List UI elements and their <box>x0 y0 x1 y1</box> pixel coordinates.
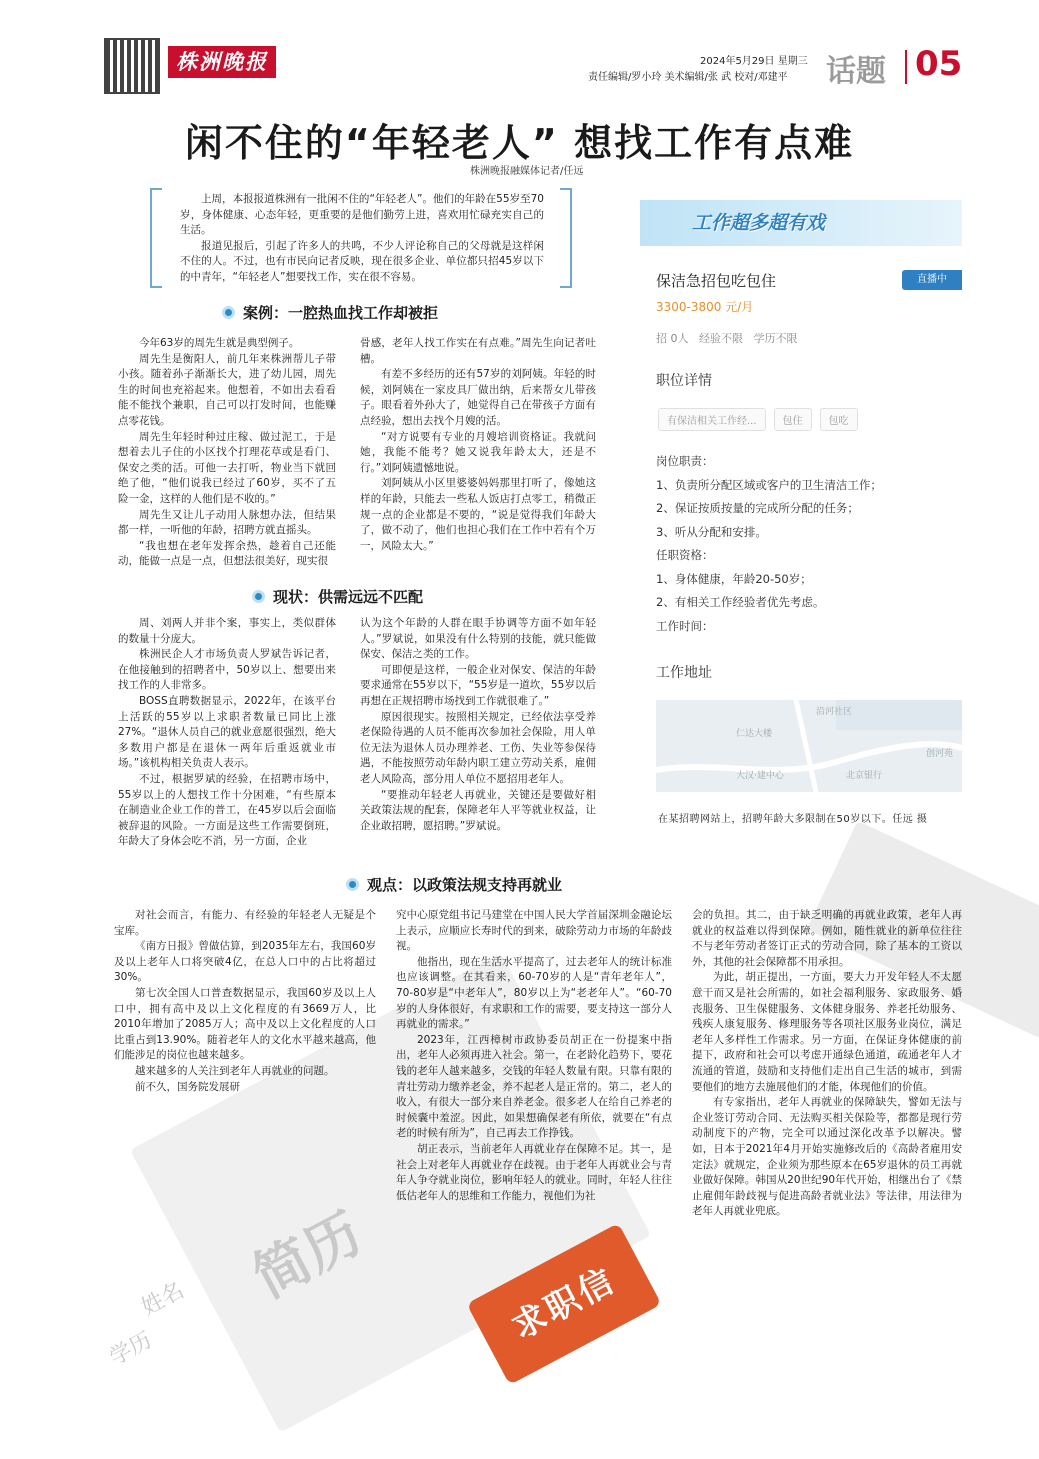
benefit-chip: 包吃 <box>820 408 858 431</box>
paragraph: 原因很现实。按照相关规定，已经依法享受养老保险待遇的人员不能再次参加社会保险，用人单位无法为退休人员办理养老、工伤、失业等参保待遇，不能按照劳动年龄内职工建立劳动关系，雇佣老人风险高，部分用人单位不愿招用老年人。 <box>360 710 596 785</box>
live-badge: 直播中 <box>902 270 962 290</box>
bullet-dot-icon <box>346 878 359 891</box>
section2-column-2 <box>360 616 596 834</box>
paragraph: 胡正表示，当前老年人再就业存在保障不足。其一，是社会上对老年人再就业存在歧视。由于老年人再就业会与青年人争夺就业岗位，影响年轻人的就业。同时，年轻人往往低估老年人的思维和工作能力，视他们为社 <box>396 1142 672 1202</box>
job-details-heading: 职位详情 <box>656 373 712 389</box>
paragraph: 会的负担。其二，由于缺乏明确的再就业政策，老年人再就业的权益难以得到保障。例如，随性就业的新单位往往不与老年劳动者签订正式的劳动合同，除了基本的工资以外，其他的社会保障都不用承担。 <box>692 909 962 968</box>
map-label: 北京银行 <box>846 771 883 781</box>
paragraph: “我也想在老年发挥余热，趁着自己还能动，能做一点是一点，但想法很美好，现实很 <box>118 539 336 568</box>
location-map <box>656 700 962 792</box>
duty-line: 2、有相关工作经验者优先考虑。 <box>656 595 825 609</box>
education-tag: 学历不限 <box>753 332 798 345</box>
section3-column-2 <box>396 908 672 1204</box>
paragraph: “要推动年轻老人再就业，关键还是要做好相关政策法规的配套，保障老年人平等就业权益，让企业敢招聘，愿招聘。”罗斌说。 <box>360 788 596 832</box>
intro-paragraph: 报道见报后，引起了许多人的共鸣，不少人评论称自己的父母就是这样闲不住的人。不过，也有市民向记者反映，现在很多企业、单位都只招45岁以下的中青年，“年轻老人”想要找工作，实在很不容易。 <box>180 239 544 283</box>
paragraph: 不过，根据罗斌的经验，在招聘市场中，55岁以上的人想找工作十分困难，“有些原本在制造业企业工作的普工，在45岁以后会面临被辞退的风险。一方面是这些工作需要倒班，年龄大了身体会吃不消，另一方面，企业 <box>118 772 336 848</box>
section3-column-1 <box>114 908 376 1095</box>
paragraph: 他指出，现在生活水平提高了，过去老年人的统计标准也应该调整。在其看来，60-70岁的人是“青年老年人”，70-80岁是“中老年人”，80岁以上为“老老年人”。“60-70岁的人身体很好，有求职和工作的需要，要支持这一部分人再就业的需求。” <box>396 955 672 1031</box>
paragraph: 有专家指出，老年人再就业的保障缺失，譬如无法与企业签订劳动合同、无法购买相关保险等，都都是现行劳动制度下的产物，完全可以通过深化改革予以解决。譬如，日本于2021年4月开始实施修改后的《高龄者雇用安定法》就规定，企业须为那些原本在65岁退休的员工再就业做好保障。韩国从20世纪90年代开始，相继出台了《禁止雇佣年龄歧视与促进高龄者就业法》等法律，用法律为老年人再就业兜底。 <box>692 1096 962 1218</box>
paper-logo: 株洲晚报 <box>168 46 276 78</box>
section1-heading <box>222 302 438 323</box>
paragraph: 周先生又让儿子动用人脉想办法，但结果都一样，一听他的年龄，招聘方就直摇头。 <box>118 508 336 537</box>
section3-heading <box>346 874 562 895</box>
section2-heading-text: 现状：供需远远不匹配 <box>273 588 424 606</box>
paragraph: 周先生是衡阳人，前几年来株洲帮儿子带小孩。随着孙子渐渐长大，进了幼儿园，周先生的时间也充裕起来。他想着，不如出去看看能不能找个兼职，自己可以打发时间，也能赚点零花钱。 <box>118 352 336 427</box>
paragraph: “对方说要有专业的月嫂培训资格证。我就问她，我能不能考？她又说我年龄太大，还是不行。”刘阿姨遗憾地说。 <box>360 430 596 474</box>
duty-line: 任职资格： <box>656 548 714 562</box>
resume-field-decoration: 学历 <box>105 1327 157 1371</box>
paragraph: 前不久，国务院发展研 <box>135 1080 240 1093</box>
job-salary: 3300-3800 元/月 <box>656 300 754 314</box>
section2-heading <box>252 586 423 607</box>
paragraph: 为此，胡正提出，一方面，要大力开发年轻人不太愿意干而又是社会所需的，如社会福利服务、家政服务、婚丧服务、卫生保健服务、文体健身服务、养老托幼服务、残疾人康复服务、修理服务等各项社区服务业岗位，满足老年人多样性工作需求。另一方面，在保证身体健康的前提下，政府和社会可以考虑开通绿色通道，疏通老年人才流通的管道，鼓励和支持他们走出自己生活的城市，到需要他们的地方去施展他们的才能，体现他们的价值。 <box>692 971 962 1093</box>
photo-caption: 在某招聘网站上，招聘年龄大多限制在50岁以下。任远 摄 <box>658 814 928 825</box>
paragraph: 周、刘两人并非个案，事实上，类似群体的数量十分庞大。 <box>118 617 336 645</box>
section3-heading-text: 观点：以政策法规支持再就业 <box>367 876 563 894</box>
intro-bracket-left <box>150 188 162 288</box>
qr-code <box>104 38 160 94</box>
resume-field-decoration: 姓名 <box>137 1277 189 1321</box>
job-address-heading: 工作地址 <box>656 665 712 681</box>
job-tags <box>656 330 798 346</box>
paragraph: 认为这个年龄的人群在眼手协调等方面不如年轻人。”罗斌说，如果没有什么特别的技能，就只能做保安、保洁之类的工作。 <box>360 617 596 661</box>
issue-date: 2024年5月29日 星期三 <box>700 56 808 67</box>
map-label: 大汉·建中心 <box>736 771 784 781</box>
paragraph: 2023年，江西樟树市政协委员胡正在一份提案中指出，老年人必须再进入社会。第一，在老龄化趋势下，要花钱的老年人越来越多，交钱的年轻人数量有限。只靠有限的青壮劳动力缴养老金，养不起老人是正常的。第二，老人的收入，有很大一部分来自养老金。很多老人在给自己养老的时候囊中羞涩。因此，如果想确保老有所依，就要在“有点老的时候有所为”，自己再去工作挣钱。 <box>396 1033 672 1140</box>
duty-line: 1、负责所分配区域或客户的卫生清洁工作； <box>656 477 882 492</box>
job-description <box>656 450 956 638</box>
intro-text <box>180 192 544 285</box>
paragraph: 有差不多经历的还有57岁的刘阿姨。年轻的时候，刘阿姨在一家皮具厂做出纳，后来帮女儿带孩子。眼看着外孙大了，她觉得自己在带孩子方面有点经验，想出去找个月嫂的活。 <box>360 368 596 427</box>
headcount-tag: 招 0人 <box>656 332 689 345</box>
map-label: 沿河社区 <box>816 707 853 717</box>
paragraph: BOSS直聘数据显示，2022年，在该平台上活跃的55岁以上求职者数量已同比上涨27%。“退休人员自己的就业意愿很强烈，绝大多数用户都是在退休一两年后重返就业市场。”该机构相关负责人表示。 <box>118 694 336 770</box>
header-divider <box>905 50 907 84</box>
section-name: 话题 <box>826 54 886 89</box>
job-site-banner <box>640 200 962 246</box>
paragraph: 刘阿姨从小区里婆婆妈妈那里打听了，像她这样的年龄，只能去一些私人饭店打点零工，稍微正规一点的企业都是不要的，“说是觉得我们年龄大了，做不动了，他们也担心我们在工作中若有个万一，风险太大。” <box>360 477 596 552</box>
paragraph: 第七次全国人口普查数据显示，我国60岁及以上人口中，拥有高中及以上文化程度的有3669万人，比2010年增加了2085万人；高中及以上文化程度的人口比重占到13.90%。随着老年人的文化水平越来越高，他们能涉足的岗位也越来越多。 <box>114 986 376 1062</box>
map-graphic <box>656 700 962 792</box>
duty-line: 岗位职责： <box>656 454 714 468</box>
byline: 株洲晚报融媒体记者/任远 <box>470 166 584 177</box>
benefit-chip: 有保洁相关工作经... <box>658 408 766 431</box>
paragraph: 《南方日报》曾做估算，到2035年左右，我国60岁及以上老年人口将突破4亿，在总人口中的占比将超过30%。 <box>114 940 376 984</box>
job-title: 保洁急招包吃包住 <box>656 272 777 290</box>
duty-line: 1、身体健康，年龄20-50岁； <box>656 571 812 586</box>
duty-line: 2、保证按质按量的完成所分配的任务； <box>656 501 859 515</box>
intro-paragraph: 上周，本报报道株洲有一批闲不住的“年轻老人”。他们的年龄在55岁至70岁，身体健康、心态年轻，更重要的是他们勤劳上进，喜欢用忙碌充实自己的生活。 <box>180 193 544 236</box>
paragraph: 株洲民企人才市场负责人罗斌告诉记者，在他接触到的招聘者中，50岁以上、想要出来找工作的人非常多。 <box>118 648 336 692</box>
experience-tag: 经验不限 <box>699 332 743 345</box>
section1-heading-text: 案例：一腔热血找工作却被拒 <box>243 304 439 322</box>
paragraph: 究中心原党组书记马建堂在中国人民大学首届深圳金融论坛上表示，应顺应长寿时代的到来，破除劳动力市场的年龄歧视。 <box>396 909 672 953</box>
section1-column-2 <box>360 336 596 554</box>
resume-title-decoration: 简历 <box>243 1200 373 1311</box>
map-label: 仁达大楼 <box>736 729 773 739</box>
bullet-dot-icon <box>222 306 235 319</box>
job-letter-badge: 求职信 <box>466 1223 661 1385</box>
page-number: 05 <box>915 44 963 84</box>
paragraph: 越来越多的人关注到老年人再就业的问题。 <box>135 1064 335 1077</box>
bullet-dot-icon <box>252 590 265 603</box>
section2-column-1 <box>118 616 336 850</box>
benefit-chip: 包住 <box>774 408 812 431</box>
intro-bracket-right <box>560 188 572 288</box>
map-label: 创河苑 <box>926 749 954 759</box>
paragraph: 今年63岁的周先生就是典型例子。 <box>139 337 300 349</box>
section3-column-3 <box>692 908 962 1220</box>
benefit-chips <box>658 408 858 431</box>
duty-line: 工作时间： <box>656 618 714 633</box>
paragraph: 可即便是这样，一般企业对保安、保洁的年龄要求通常在55岁以下，“55岁是一道坎，55岁以后再想在正规招聘市场找到工作就很难了。” <box>360 663 596 707</box>
duty-line: 3、听从分配和安排。 <box>656 524 767 539</box>
paragraph: 骨感，老年人找工作实在有点难。”周先生向记者吐槽。 <box>360 337 596 365</box>
section1-column-1 <box>118 336 336 570</box>
paragraph: 周先生年轻时种过庄稼、做过泥工，于是想着去儿子住的小区找个打理花草或是看门、保安之类的活。可他一去打听，物业当下就回绝了他，“他们说我已经过了60岁，买不了五险一金，这样的人他们是不收的。” <box>118 430 336 505</box>
paragraph: 对社会而言，有能力、有经验的年轻老人无疑是个宝库。 <box>114 909 376 937</box>
staff-credits: 责任编辑/罗小玲 美术编辑/张 武 校对/邓建平 <box>588 72 788 83</box>
banner-text: 工作超多超有戏 <box>692 212 826 234</box>
headline: 闲不住的“年轻老人” 想找工作有点难 <box>184 121 855 165</box>
